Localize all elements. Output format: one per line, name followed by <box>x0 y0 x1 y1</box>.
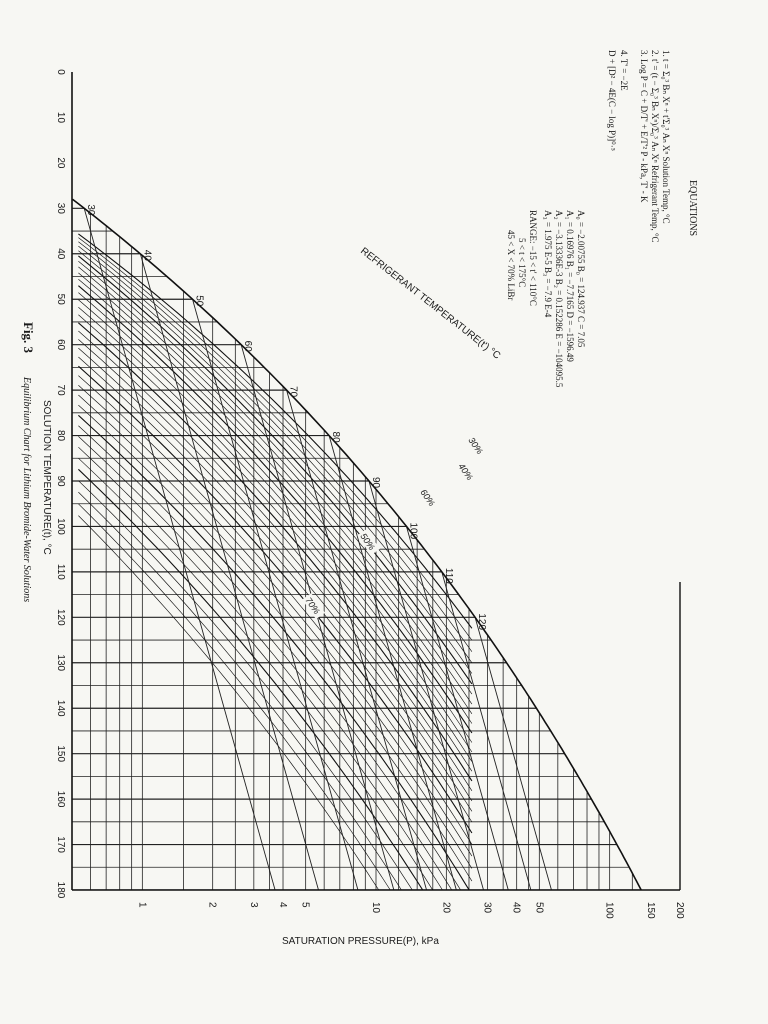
pressure-axis-title: SATURATION PRESSURE(P), kPa <box>282 936 439 947</box>
concentration-label <box>465 433 488 459</box>
solution-temperature-tick-label: 130 <box>55 654 66 672</box>
concentration-line <box>78 366 472 833</box>
solution-temperature-tick <box>55 745 66 762</box>
refrigerant-temperature-tick-label: 30 <box>85 204 97 216</box>
pressure-tick-label: 200 <box>674 902 685 919</box>
pressure-tick-label: 10 <box>370 902 381 914</box>
solution-temperature-tick <box>55 791 66 808</box>
solution-temperature-tick <box>55 518 66 535</box>
concentration-label-text: 70% <box>303 595 322 616</box>
equilibrium-chart <box>55 69 685 919</box>
pressure-tick <box>277 902 288 908</box>
solution-temperature-tick-label: 20 <box>55 157 66 169</box>
refrigerant-temperature-tick <box>407 522 418 539</box>
solution-temperature-tick-label: 0 <box>55 69 66 75</box>
concentration-line <box>78 251 472 674</box>
refrigerant-temperature-tick <box>330 432 341 444</box>
equations-block <box>687 180 698 236</box>
concentration-label-text: 60% <box>418 487 437 508</box>
constants-lines <box>543 210 586 388</box>
solution-temperature-tick-label: 100 <box>55 518 66 535</box>
pressure-tick <box>645 902 656 919</box>
solution-temperature-tick-label: 110 <box>55 563 66 580</box>
pressure-tick <box>533 902 544 914</box>
solution-temperature-tick-label: 80 <box>55 429 66 442</box>
concentration-line <box>78 246 472 663</box>
solution-temperature-tick <box>55 339 66 351</box>
pressure-tick-label: 150 <box>644 902 656 919</box>
refrigerant-temperature-tick-label: 40 <box>141 249 153 261</box>
refrigerant-temperature-tick <box>476 613 487 630</box>
pressure-tick <box>370 902 381 914</box>
pressure-tick <box>207 902 218 908</box>
pressure-tick-label: 50 <box>533 902 545 914</box>
concentration-line <box>78 415 472 894</box>
solution-temperature-tick-label: 180 <box>55 881 66 899</box>
equation-line: 1. t = Σ₀³ Bₙ Xⁿ + t'Σ₀³ Aₙ Xⁿ Solution Temp, °C <box>661 50 671 224</box>
refrigerant-temperature-tick <box>242 341 253 353</box>
concentration-label-text: 30% <box>466 435 485 456</box>
pressure-tick-label: 1 <box>136 902 148 908</box>
concentration-label-text: 40% <box>456 461 475 482</box>
refrigerant-temperature-tick-label: 120 <box>476 613 488 631</box>
refrigerant-temperature-tick-label: 50 <box>193 295 205 307</box>
pressure-tick <box>604 902 615 919</box>
equation-line: 4. T' = −2E <box>619 50 629 91</box>
caption-text: Equilibrium Chart for Lithium Bromide-Water Solutions <box>21 377 32 603</box>
concentration-line <box>78 436 465 912</box>
constant-line: A₁ = 0.16976 B₁ = −7.7165 D = −1596.49 <box>565 210 575 362</box>
concentration-label <box>417 485 440 511</box>
concentration-line <box>78 242 472 652</box>
pressure-tick-label: 4 <box>277 902 289 908</box>
solution-temperature-tick <box>55 609 66 626</box>
solution-temperature-tick <box>55 654 66 671</box>
refrigerant-temperature-tick <box>194 295 205 307</box>
solution-temperature-title: SOLUTION TEMPERATURE(t), °C <box>41 400 52 555</box>
solution-temperature-tick-label: 30 <box>55 202 66 214</box>
solution-temperature-tick <box>55 700 66 717</box>
pressure-tick <box>481 902 492 914</box>
concentration-label <box>455 459 478 485</box>
range-line: RANGE: −15 < t' < 110°C <box>528 210 538 306</box>
diagonal-title <box>358 246 502 362</box>
pressure-tick-label: 20 <box>440 902 452 914</box>
pressure-tick-label: 100 <box>603 902 615 919</box>
solution-temperature-tick <box>55 69 66 75</box>
solution-temperature-tick <box>55 430 66 442</box>
refrigerant-temperature-tick-label: 60 <box>242 340 254 352</box>
solution-temperature-tick-label: 70 <box>55 384 66 396</box>
concentration-line <box>78 492 410 903</box>
pressure-tick <box>511 902 522 914</box>
x-axis-title <box>41 400 52 555</box>
caption-number: Fig. 3 <box>21 322 36 354</box>
grid-area <box>72 72 680 912</box>
solution-temperature-tick-label: 160 <box>55 790 66 808</box>
refrigerant-temperature-title: REFRIGERANT TEMPERATURE(t') °C <box>358 245 503 362</box>
pressure-tick <box>136 902 147 908</box>
refrigerant-temperature-tick <box>443 568 454 584</box>
concentration-label <box>357 529 380 555</box>
concentration-line <box>78 426 472 909</box>
concentration-line <box>78 339 472 801</box>
equation-line: 3. Log P = C + D/T' + E/T'² P - kPa, T' - K <box>639 50 649 203</box>
concentration-line <box>78 516 388 905</box>
solution-temperature-tick <box>55 294 66 306</box>
solution-temperature-tick-label: 120 <box>55 608 66 626</box>
concentration-label-text: 50% <box>358 531 377 552</box>
pressure-tick <box>674 902 685 919</box>
solution-temperature-tick <box>55 564 66 580</box>
constant-line: A₃ = 1.975 E-5 B₃ = −7.9 E-4 <box>543 210 553 318</box>
solution-temperature-tick <box>55 248 66 260</box>
concentration-line <box>78 504 402 910</box>
solution-temperature-tick <box>55 882 66 899</box>
solution-temperature-tick-label: 150 <box>55 745 66 763</box>
constant-line: A₀ = −2.00755 B₀ = 124.937 C = 7.05 <box>576 210 586 348</box>
pressure-tick-label: 30 <box>481 902 493 914</box>
range-lines <box>506 210 538 306</box>
refrigerant-temperature-tick-label: 80 <box>330 431 342 443</box>
pressure-tick <box>440 902 451 914</box>
refrigerant-temperature-tick <box>288 386 299 398</box>
equations-lines <box>607 50 671 243</box>
pressure-tick <box>300 902 311 908</box>
range-line: 45 < X < 70% LiBr <box>506 230 516 301</box>
solution-temperature-tick <box>55 203 66 215</box>
pressure-tick-label: 2 <box>206 902 218 908</box>
solution-temperature-tick-label: 40 <box>55 248 66 260</box>
refrigerant-temperature-tick-label: 110 <box>442 567 454 584</box>
pressure-tick-label: 40 <box>510 902 522 914</box>
solution-temperature-tick <box>55 157 66 169</box>
refrigerant-temperature-tick-label: 70 <box>287 386 299 398</box>
equation-line: 2. t' = (t − Σ₀³ Bₙ Xⁿ)/Σ₀³ Aₙ Xⁿ Refrigerant Temp, °C <box>650 50 660 243</box>
solution-temperature-tick-label: 10 <box>55 111 66 124</box>
solution-temperature-tick-label: 90 <box>55 475 66 487</box>
solution-temperature-tick-label: 170 <box>55 836 66 853</box>
equations-heading: EQUATIONS <box>687 180 698 237</box>
concentration-line <box>78 357 472 822</box>
figure-caption <box>21 322 36 602</box>
pressure-tick <box>248 902 259 908</box>
constant-line: A₂ = −3.13336E-3 B₂ = 0.152286 E = −104095.5 <box>554 210 564 388</box>
solution-temperature-tick-label: 140 <box>55 699 66 717</box>
solution-temperature-tick <box>55 112 66 124</box>
solution-temperature-tick-label: 60 <box>55 339 66 351</box>
pressure-tick-label: 3 <box>247 902 259 908</box>
solution-temperature-tick <box>55 475 66 487</box>
refrigerant-temperature-tick-label: 90 <box>369 477 381 489</box>
solution-temperature-tick <box>55 836 66 853</box>
range-line: 5 < t < 175°C <box>517 238 527 288</box>
refrigerant-temperature-tick <box>141 250 152 262</box>
solution-temperature-tick-label: 50 <box>55 293 66 305</box>
equation-line: D + [D² − 4E(C − log P)]⁰·⁵ <box>607 50 617 151</box>
solution-temperature-tick <box>55 385 66 397</box>
refrigerant-temperature-tick-label: 100 <box>407 522 419 540</box>
refrigerant-temperature-tick <box>85 204 96 216</box>
refrigerant-temperature-tick <box>370 477 381 489</box>
pressure-tick-label: 5 <box>299 902 311 908</box>
